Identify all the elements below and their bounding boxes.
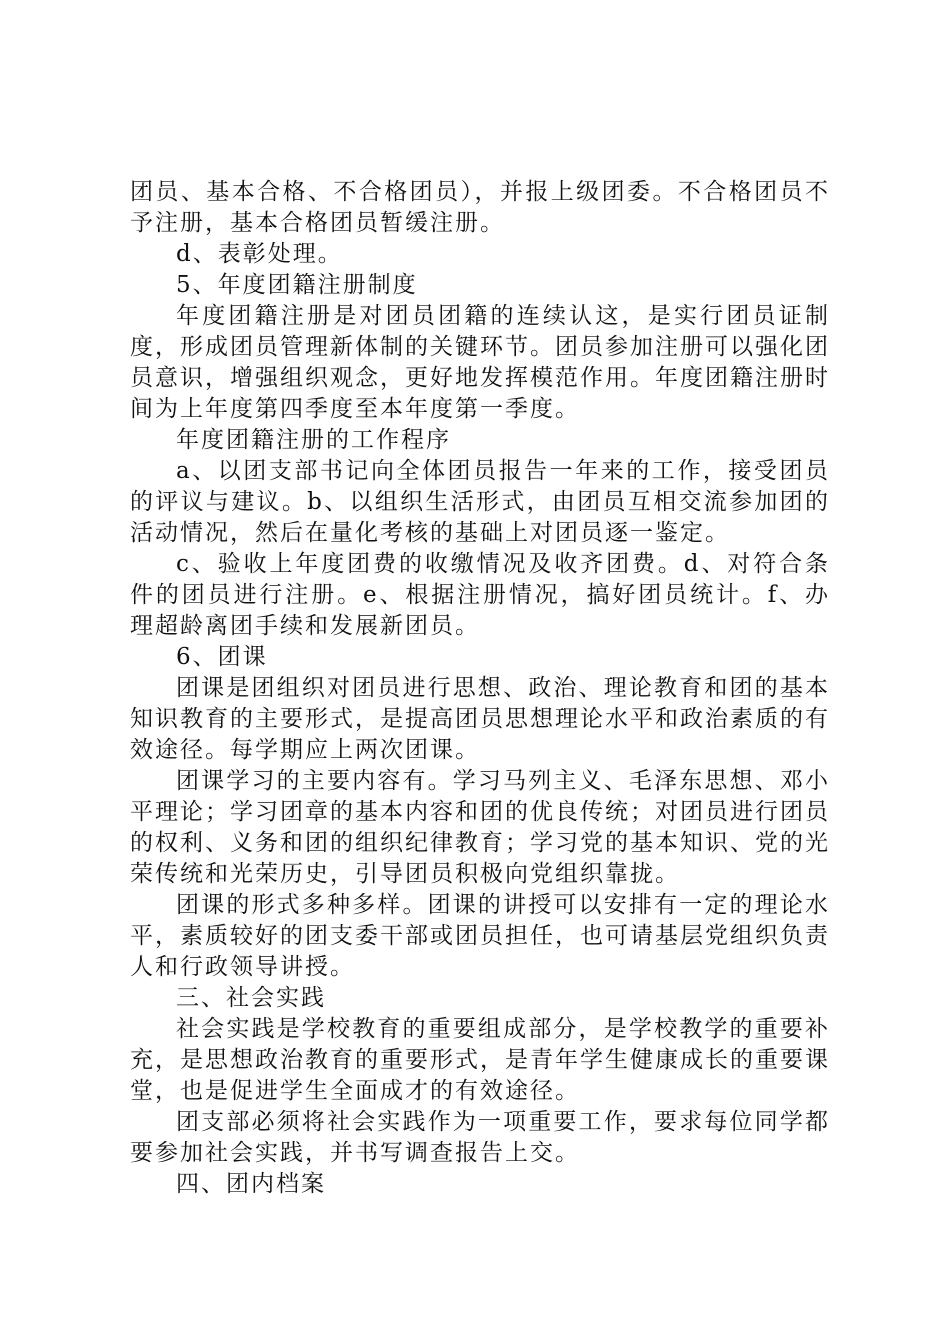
- paragraph: 团课学习的主要内容有。学习马列主义、毛泽东思想、邓小平理论；学习团章的基本内容和团的优良传统；对团员进行团员的权利、义务和团的组织纪律教育；学习党的基本知识、党的光荣传统和光荣历史，引导团员积极向党组织靠拢。: [130, 768, 830, 887]
- chapter-heading: 三、社会实践: [176, 985, 326, 1011]
- subsection-heading: 年度团籍注册的工作程序: [176, 427, 451, 453]
- list-item-heading: d、表彰处理。: [176, 241, 343, 267]
- document-body: [130, 177, 830, 1200]
- paragraph: 团课是团组织对团员进行思想、政治、理论教育和团的基本知识教育的主要形式，是提高团员思想理论水平和政治素质的有效途径。每学期应上两次团课。: [130, 675, 830, 763]
- paragraph: a、以团支部书记向全体团员报告一年来的工作，接受团员的评议与建议。b、以组织生活形式，由团员互相交流参加团的活动情况，然后在量化考核的基础上对团员逐一鉴定。: [130, 458, 830, 546]
- paragraph: 年度团籍注册是对团员团籍的连续认这，是实行团员证制度，形成团员管理新体制的关键环节。团员参加注册可以强化团员意识，增强组织观念，更好地发挥模范作用。年度团籍注册时间为上年度第四季度至本年度第一季度。: [130, 303, 830, 422]
- section-heading: 6、团课: [176, 644, 268, 670]
- paragraph: 团课的形式多种多样。团课的讲授可以安排有一定的理论水平，素质较好的团支委干部或团员担任，也可请基层党组织负责人和行政领导讲授。: [130, 892, 830, 980]
- paragraph: 团支部必须将社会实践作为一项重要工作，要求每位同学都要参加社会实践，并书写调查报告上交。: [130, 1109, 830, 1166]
- chapter-heading: 四、团内档案: [176, 1171, 326, 1197]
- paragraph: 社会实践是学校教育的重要组成部分，是学校教学的重要补充，是思想政治教育的重要形式，是青年学生健康成长的重要课堂，也是促进学生全面成才的有效途径。: [130, 1016, 830, 1104]
- paragraph: 团员、基本合格、不合格团员），并报上级团委。不合格团员不予注册，基本合格团员暂缓注册。: [130, 179, 830, 236]
- paragraph: c、验收上年度团费的收缴情况及收齐团费。d、对符合条件的团员进行注册。e、根据注册情况，搞好团员统计。f、办理超龄离团手续和发展新团员。: [130, 551, 830, 639]
- section-heading: 5、年度团籍注册制度: [176, 272, 418, 298]
